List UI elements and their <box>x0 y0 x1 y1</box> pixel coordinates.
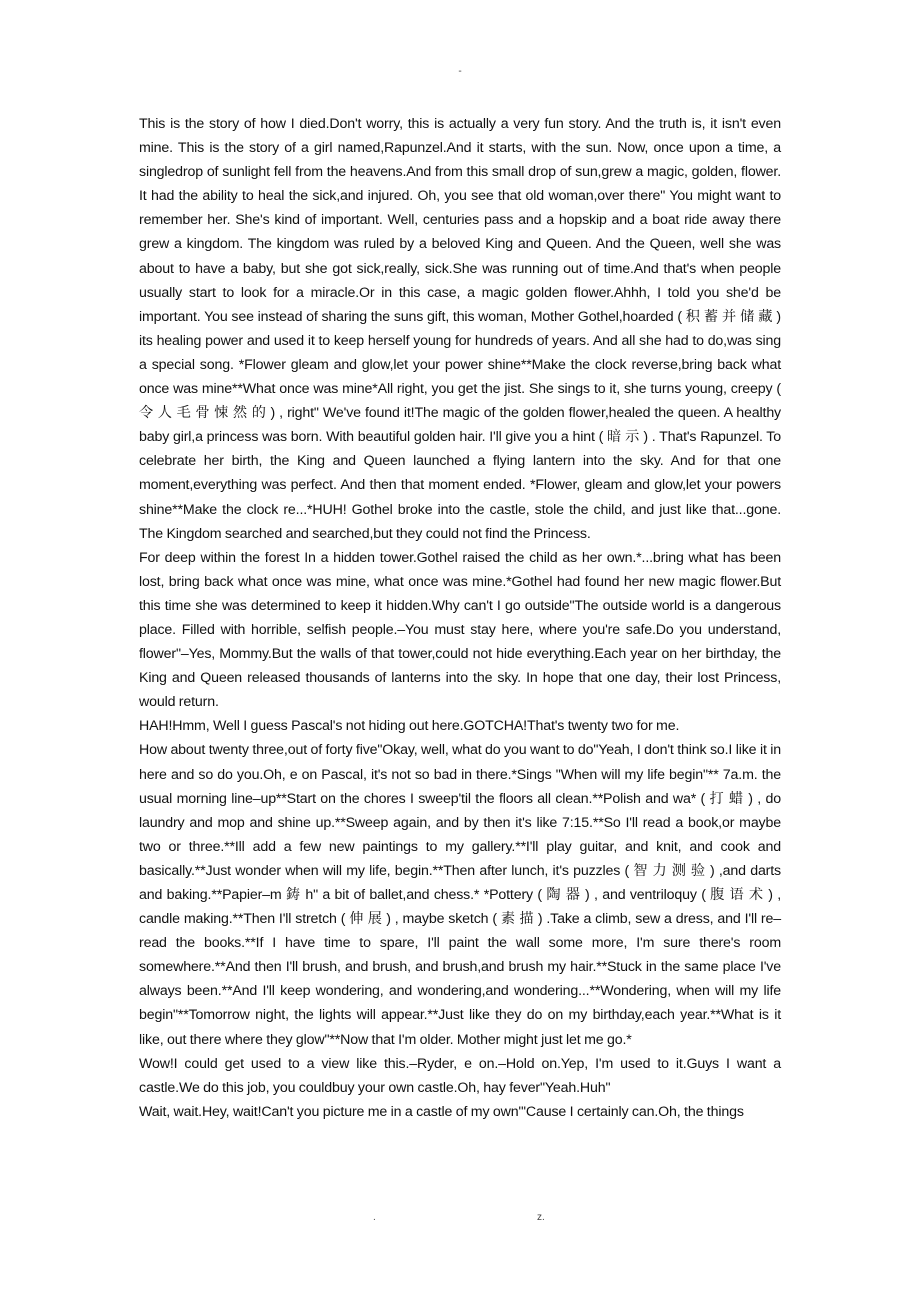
document-body <box>139 112 781 1124</box>
page-footer-right: z. <box>537 1212 545 1223</box>
paragraph-6: Wait, wait.Hey, wait!Can't you picture me in a castle of my own"'Cause I certainly can.Oh, the things <box>139 1103 744 1120</box>
paragraph-1: This is the story of how I died.Don't worry, this is actually a very fun story. And the truth is, it isn't even mine. This is the story of a girl named,Rapunzel.And it starts, with the sun. Now, once upon a time, a singledrop of sunlight fell from the heavens.And from this small drop of sun,grew a magic, golden, flower. It had the ability to heal the sick,and injured. Oh, you see that old woman,over there" You might want to remember her. She's kind of important. Well, centuries pass and a hopskip and a boat ride away there grew a kingdom. The kingdom was ruled by a beloved King and Queen. And the Queen, well she was about to have a baby, but she got sick,really, sick.She was running out of time.And that's when people usually start to look for a miracle.Or in this case, a magic golden flower.Ahhh, I told you she'd be important. You see instead of sharing the suns gift, this woman, Mother Gothel,hoarded ( 积 蓄 并 储 藏 ) its healing power and used it to keep herself young for hundreds of years. And all she had to do,was sing a special song. *Flower gleam and glow,let your power shine**Make the clock reverse,bring back what once was mine**What once was mine*All right, you get the jist. She sings to it, she turns young, creepy ( 令 人 毛 骨 悚 然 的 ) , right" We've found it!The magic of the golden flower,healed the queen. A healthy baby girl,a princess was born. With beautiful golden hair. I'll give you a hint ( 暗 示 ) . That's Rapunzel. To celebrate her birth, the King and Queen launched a flying lantern into the sky. And for that one moment,everything was perfect. And then that moment ended. *Flower, gleam and glow,let your powers shine**Make the clock re...*HUH! Gothel broke into the castle, stole the child, and just like that...gone. The Kingdom searched and searched,but they could not find the Princess. <box>139 116 781 542</box>
paragraph-4: How about twenty three,out of forty five"Okay, well, what do you want to do"Yeah, I don't think so.I like it in here and so do you.Oh, e on Pascal, it's not so bad in there.*Sings "When will my life begin"** 7a.m. the usual morning line–up**Start on the chores I sweep'til the floors all clean.**Polish and wa* ( 打 蜡 ) , do laundry and mop and shine up.**Sweep again, and by then it's like 7:15.**So I'll read a book,or maybe two or three.**Ill add a few new paintings to my gallery.**I'll play guitar, and knit, and cook and basically.**Just wonder when will my life, begin.**Then after lunch, it's puzzles ( 智 力 测 验 ) ,and darts and baking.**Papier–m 鋳 h" a bit of ballet,and chess.* *Pottery ( 陶 器 ) , and ventriloquy ( 腹 语 术 ) , candle making.**Then I'll stretch ( 伸 展 ) , maybe sketch ( 素 描 ) .Take a climb, sew a dress, and I'll re–read the books.**If I have time to spare, I'll paint the wall some more, I'm sure there's room somewhere.**And then I'll brush, and brush, and brush,and brush my hair.**Stuck in the same place I've always been.**And I'll keep wondering, and wondering,and wondering...**Wondering, when will my life begin"**Tomorrow night, the lights will appear.**Just like they do on my birthday,each year.**What is it like, out there where they glow"**Now that I'm older. Mother might just let me go.* <box>139 742 781 1048</box>
paragraph-5: Wow!I could get used to a view like this.–Ryder, e on.–Hold on.Yep, I'm used to it.Guys I want a castle.We do this job, you couldbuy your own castle.Oh, hay fever"Yeah.Huh" <box>139 1055 781 1096</box>
page-header-mark: - <box>458 66 462 77</box>
paragraph-2: For deep within the forest In a hidden tower.Gothel raised the child as her own.*...bring what has been lost, bring back what once was mine, what once was mine.*Gothel had found her new magic flower.But this time she was determined to keep it hidden.Why can't I go outside"The outside world is a dangerous place. Filled with horrible, selfish people.–You must stay here, where you're safe.Do you understand, flower"–Yes, Mommy.But the walls of that tower,could not hide everything.Each year on her birthday, the King and Queen released thousands of lanterns into the sky. In hope that one day, their lost Princess, would return. <box>139 549 781 711</box>
paragraph-3: HAH!Hmm, Well I guess Pascal's not hiding out here.GOTCHA!That's twenty two for me. <box>139 718 680 735</box>
page-footer-left: . <box>373 1212 376 1223</box>
